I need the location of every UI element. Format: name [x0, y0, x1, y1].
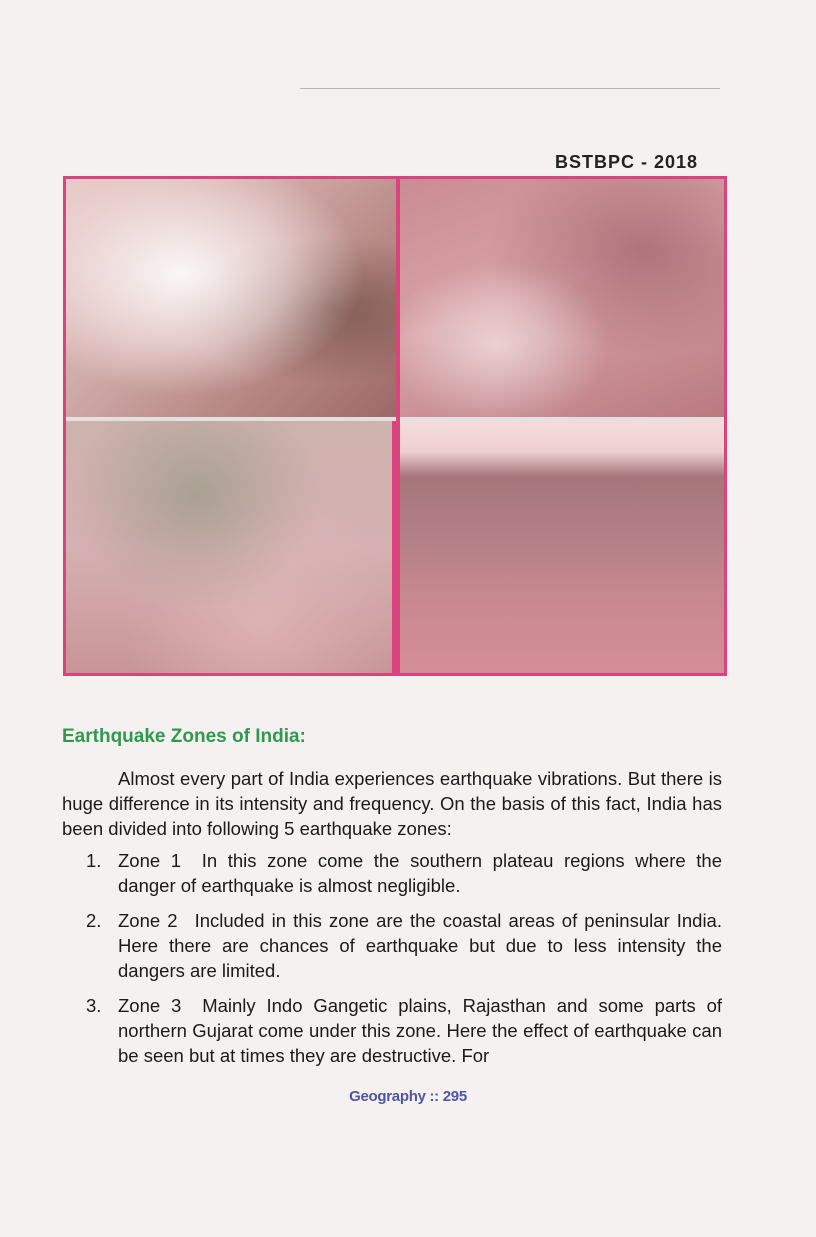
- photo-rubble: [400, 179, 724, 417]
- zone-number: 1.: [86, 850, 102, 871]
- top-rule: [300, 88, 720, 89]
- zone-name: Zone 3: [118, 995, 182, 1016]
- zone-name: Zone 1: [118, 850, 182, 871]
- zone-name: Zone 2: [118, 910, 178, 931]
- zone-item: [62, 908, 722, 983]
- photo-damaged-trees: [66, 421, 392, 673]
- photo-collapsed-building: [66, 179, 396, 417]
- intro-paragraph: Almost every part of India experiences earthquake vibrations. But there is huge difference in its intensity and frequency. On the basis of this fact, India has been divided into following 5 earthquake zones:: [62, 768, 722, 839]
- page-footer: Geography :: 295: [349, 1088, 467, 1105]
- zone-number: 3.: [86, 995, 102, 1016]
- earthquake-photo-grid: [63, 176, 727, 676]
- photo-landscape-damage: [396, 421, 724, 673]
- zone-item: [62, 993, 722, 1068]
- header-code: BSTBPC - 2018: [554, 152, 698, 172]
- zone-description: In this zone come the southern plateau regions where the danger of earthquake is almost negligible.: [118, 850, 722, 896]
- zone-description: Included in this zone are the coastal areas of peninsular India. Here there are chances of earthquake but due to less intensity the dangers are limited.: [118, 910, 722, 981]
- photo-divider-vertical: [396, 179, 400, 673]
- zone-number: 2.: [86, 910, 102, 931]
- photo-divider-horizontal: [66, 417, 724, 421]
- zone-item: [62, 848, 722, 898]
- zone-list: [62, 848, 722, 1078]
- zone-description: Mainly Indo Gangetic plains, Rajasthan and some parts of northern Gujarat come under this zone. Here the effect of earthquake can be seen but at times they are destructive. For: [118, 995, 722, 1066]
- section-heading: Earthquake Zones of India:: [62, 726, 306, 747]
